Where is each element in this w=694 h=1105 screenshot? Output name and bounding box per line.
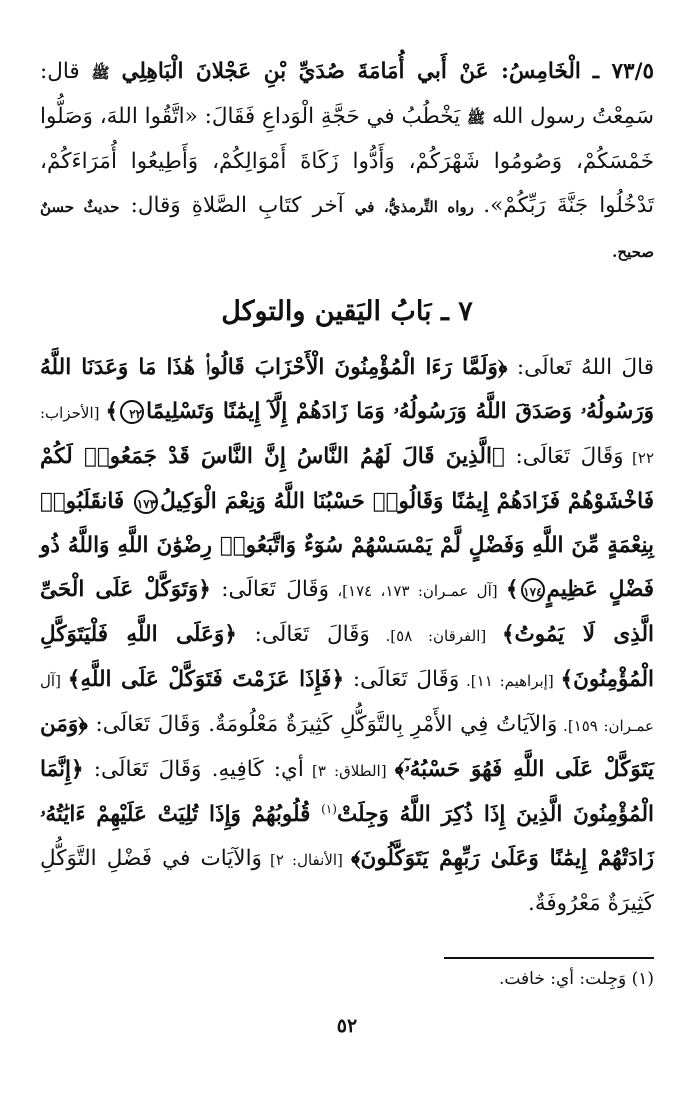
quran-bracket-1: ﴾ <box>105 399 119 424</box>
ref-anfal: [الأنفال: ٢] <box>261 851 351 869</box>
hadith-text-2: يَخْطُبُ في حَجَّةِ الْوَداعِ فَقَالَ: «اتَّقُوا اللهَ، وَصَلُّوا خَمْسَكُمْ، وَصُومُوا شَهْرَكُمْ، وَأَدُّوا زَكَاةَ أَمْوَالِكُمْ، وَأَطِيعُوا أُمَرَاءَكُمْ، تَدْخُلُوا جَنَّةَ رَبِّكُمْ». <box>40 104 654 218</box>
quran-bracket-2: ﴾ <box>505 577 519 602</box>
said-text-3: وَقَالَ تَعَالَى: <box>236 622 370 647</box>
page-number: ٥٢ <box>336 1015 358 1037</box>
honorific-pbuh: ﷺ <box>467 109 486 127</box>
ayah-marker-174: ١٧٤ <box>521 578 545 602</box>
quran-verse-2: ﴿الَّذِينَ قَالَ لَهُمُ النَّاسُ إِنَّ النَّاسَ قَدْ جَمَعُوا۟ لَكُمْ فَاخْشَوْهُمْ فَزَادَهُمْ إِيمَٰنًا وَقَالُوا۟ حَسْبُنَا اللَّهُ وَنِعْمَ الْوَكِيلُ <box>40 444 654 514</box>
footnote-marker[interactable]: (١) <box>321 801 337 816</box>
hadith-paragraph <box>40 50 654 274</box>
footnote-divider <box>444 957 654 959</box>
quran-verse-3: ﴿وَتَوَكَّلْ عَلَى الْحَىِّ الَّذِى لَا يَمُوتُ﴾ <box>40 577 655 647</box>
ayah-marker-173: ١٧٣ <box>134 490 158 514</box>
hadith-narrator: الْخَامِسُ: عَنْ أَبي أُمَامَةَ صُدَيِّ بْنِ عَجْلانَ الْبَاهِلِي <box>121 59 581 84</box>
ref-ahzab: [الأحزاب: ٢٢] <box>40 404 655 467</box>
hadith-number: ٧٣/٥ ـ <box>592 59 654 84</box>
hadith-grade: حديثٌ حسنٌ صحيح. <box>40 198 654 261</box>
said-text-4: وَقَالَ تَعَالَى: <box>344 667 460 692</box>
quran-verse-4: ﴿وَعَلَى اللَّهِ فَلْيَتَوَكَّلِ الْمُؤْمِنُونَ﴾ <box>40 622 655 692</box>
quran-verse-7b: قُلُوبُهُمْ وَإِذَا تُلِيَتْ عَلَيْهِمْ ءَايَٰتُهُۥ زَادَتْهُمْ إِيمَٰنًا وَعَلَىٰ رَبِّهِمْ يَتَوَكَّلُونَ﴾ <box>40 802 654 871</box>
honorific-ra: ﷺ <box>91 64 110 82</box>
hadith-source-2: آخر كتَابِ الصَّلاةِ وَقال: <box>119 193 344 218</box>
hadith-source-1: رواه التِّرمذيُّ، في <box>354 198 484 216</box>
ref-ibrahim: [إبراهيم: ١١]. <box>459 672 561 690</box>
ref-al-imran-1: [آل عمـران: ١٧٣، ١٧٤]، <box>329 582 506 600</box>
chapter-body <box>40 346 654 926</box>
page <box>40 50 654 1080</box>
ref-al-imran-2: [آل عمـران: ١٥٩]. <box>40 672 655 735</box>
said-text-5: وَالآيَاتُ فِي الأَمْرِ بِالتَّوَكُّلِ كَثِيرَةٌ مَعْلُومَةٌ. وَقَالَ تَعَالَى: <box>87 712 558 737</box>
chapter-title: ٧ ـ بَابُ اليَقين والتوكل <box>221 296 473 327</box>
quran-verse-6: ﴿وَمَن يَتَوَكَّلْ عَلَى اللَّهِ فَهُوَ حَسْبُهُۥٓ﴾ <box>40 712 654 782</box>
said-text-2: وَقَالَ تَعَالَى: <box>210 577 330 602</box>
ref-furqan: [الفرقان: ٥٨]. <box>369 627 502 645</box>
quran-verse-1: ﴿وَلَمَّا رَءَا الْمُؤْمِنُونَ الْأَحْزَابَ قَالُوا۟ هَٰذَا مَا وَعَدَنَا اللَّهُ وَرَسُولُهُۥ وَصَدَقَ اللَّهُ وَرَسُولُهُۥ وَمَا زَادَهُمْ إِلَّآ إِيمَٰنًا وَتَسْلِيمًا <box>40 355 655 424</box>
quran-verse-5: ﴿فَإِذَا عَزَمْتَ فَتَوَكَّلْ عَلَى اللَّهِ﴾ <box>67 667 345 692</box>
closing-text: وَالآيَات في فَضْلِ التَّوَكُّلِ كَثِيرَةٌ مَعْرُوفَةٌ. <box>40 846 654 916</box>
quran-verse-7: ﴿إِنَّمَا الْمُؤْمِنُونَ الَّذِينَ إِذَا ذُكِرَ اللَّهُ وَجِلَتْ <box>40 757 654 827</box>
quran-verse-2b: فَانقَلَبُوا۟ بِنِعْمَةٍ مِّنَ اللَّهِ وَفَضْلٍ لَّمْ يَمْسَسْهُمْ سُوٓءٌ وَاتَّبَعُوا۟ رِضْوَٰنَ اللَّهِ وَاللَّهُ ذُو فَضْلٍ عَظِيمٍ <box>40 489 655 602</box>
footnote: (١) وَجِلت: أي: خافت. <box>498 969 654 989</box>
hadith-text-1: قال: سَمِعْتُ رسول الله <box>40 59 654 129</box>
said-text-6: أي: كَافِيهِ. وَقَالَ تَعَالَى: <box>83 757 304 782</box>
ayah-marker-22: ٢٢ <box>120 400 144 424</box>
said-text-1: وَقَالَ تَعَالَى: <box>504 444 624 469</box>
ref-talaq: [الطلاق: ٣] <box>303 762 395 780</box>
intro-text: قالَ اللهُ تَعالَى: <box>507 355 655 380</box>
